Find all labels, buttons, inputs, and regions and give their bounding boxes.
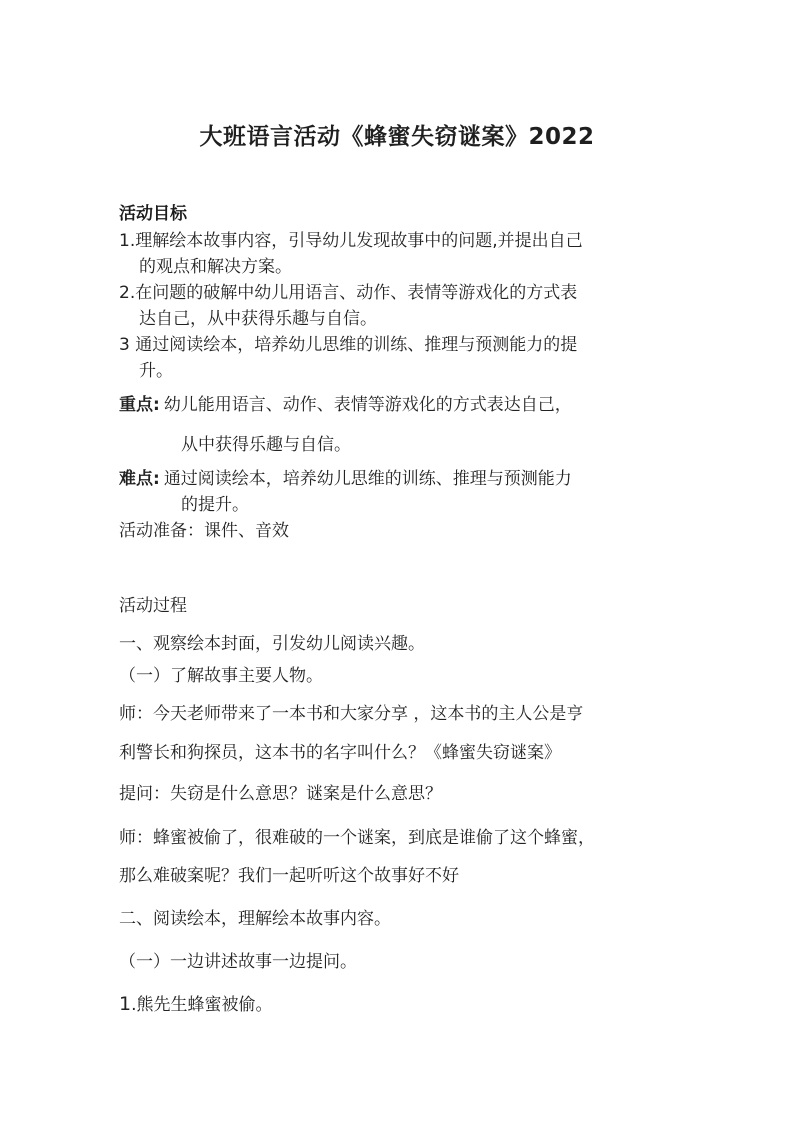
process-heading: 活动过程 (119, 596, 187, 616)
key-point-line2: 从中获得乐趣与自信。 (181, 435, 351, 455)
objectives-heading: 活动目标 (119, 204, 187, 224)
key-point-label: 重点: (119, 395, 160, 415)
objective-2-line1: 2.在问题的破解中幼儿用语言、动作、表情等游戏化的方式表 (119, 283, 578, 303)
objective-2-line2: 达自己，从中获得乐趣与自信。 (139, 309, 377, 329)
part2-heading: 二、阅读绘本，理解绘本故事内容。 (119, 909, 391, 929)
step1-number: 1 (119, 993, 132, 1015)
difficult-point-line2: 的提升。 (181, 495, 249, 515)
teacher-line1: 师：今天老师带来了一本书和大家分享 ，这本书的主人公是亨 (119, 704, 584, 724)
difficult-point-text: 通过阅读绘本，培养幼儿思维的训练、推理与预测能力 (163, 469, 572, 489)
objective-3-line1: 3 通过阅读绘本，培养幼儿思维的训练、推理与预测能力的提 (119, 335, 578, 355)
teacher2-line1: 师：蜂蜜被偷了，很难破的一个谜案，到底是谁偷了这个蜂蜜， (119, 828, 595, 848)
key-point-text: 幼儿能用语言、动作、表情等游戏化的方式表达自己， (163, 395, 572, 415)
part1-sub: （一）了解故事主要人物。 (119, 666, 323, 686)
step1-text: .熊先生蜂蜜被偷。 (131, 995, 273, 1015)
preparation: 活动准备：课件、音效 (119, 521, 289, 541)
objective-1-line1: 1.理解绘本故事内容，引导幼儿发现故事中的问题,并提出自己 (119, 231, 583, 251)
difficult-point-line1 (119, 467, 572, 491)
step1-line (119, 992, 273, 1017)
teacher2-line2: 那么难破案呢？我们一起听听这个故事好不好 (119, 866, 459, 886)
objective-1-line2: 的观点和解决方案。 (139, 257, 292, 277)
teacher-line2: 利警长和狗探员，这本书的名字叫什么？《蜂蜜失窃谜案》 (119, 743, 561, 763)
part2-sub: （一）一边讲述故事一边提问。 (119, 952, 357, 972)
part1-heading: 一、观察绘本封面，引发幼儿阅读兴趣。 (119, 634, 425, 654)
difficult-point-label: 难点: (119, 469, 160, 489)
document-title: 大班语言活动《蜂蜜失窃谜案》2022 (199, 124, 595, 150)
key-point-line1 (119, 393, 572, 417)
question-line: 提问：失窃是什么意思？谜案是什么意思？ (119, 784, 442, 804)
objective-3-line2: 升。 (139, 361, 173, 381)
